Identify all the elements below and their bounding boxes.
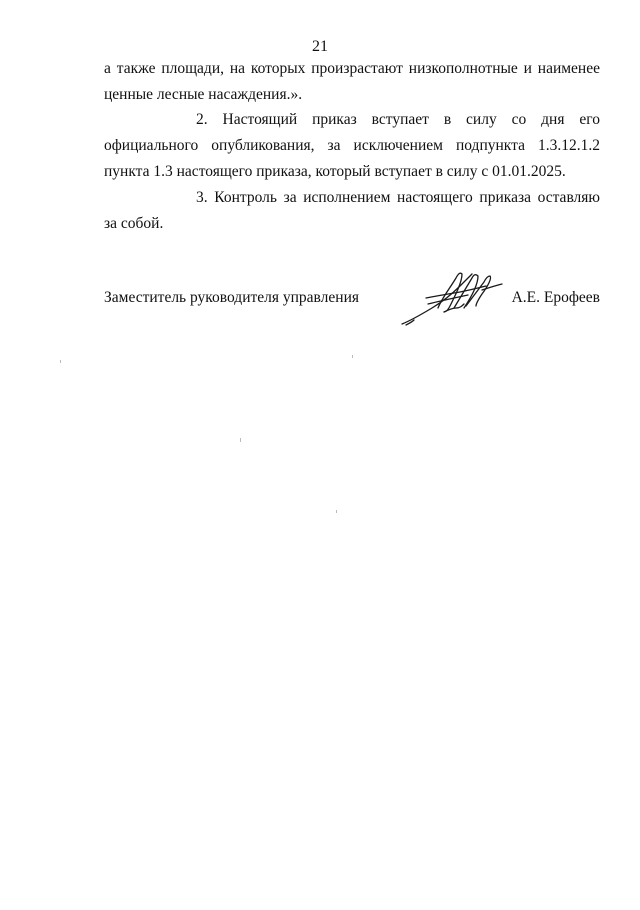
paragraph-2 <box>104 107 600 185</box>
signatory-name: А.Е. Ерофеев <box>511 289 600 306</box>
continuation-line-2: ценные лесные насаждения.». <box>104 86 303 103</box>
paragraph-2-text: Настоящий приказ вступает в силу со дня его официального опубликования, за исключением подпункта 1.3.12.1.2 пункта 1.3 настоящего приказа, который вступает в силу с 01.01.2025. <box>104 111 601 180</box>
continuation-paragraph <box>104 56 600 108</box>
paragraph-2-number: 2. <box>196 111 208 128</box>
paragraph-3 <box>104 185 600 237</box>
scan-speck <box>240 438 241 442</box>
scan-speck <box>352 355 353 358</box>
page-number: 21 <box>312 38 328 55</box>
paragraph-3-text: Контроль за исполнением настоящего приказа оставляю за собой. <box>104 189 600 232</box>
scan-speck <box>336 510 337 513</box>
scan-speck <box>60 360 61 363</box>
signatory-position: Заместитель руководителя управления <box>104 289 360 306</box>
handwritten-signature <box>398 268 508 330</box>
continuation-line-1: а также площади, на которых произрастают низкополнотные и наименее <box>104 60 600 77</box>
paragraph-3-number: 3. <box>196 189 208 206</box>
signature-block <box>104 289 600 319</box>
